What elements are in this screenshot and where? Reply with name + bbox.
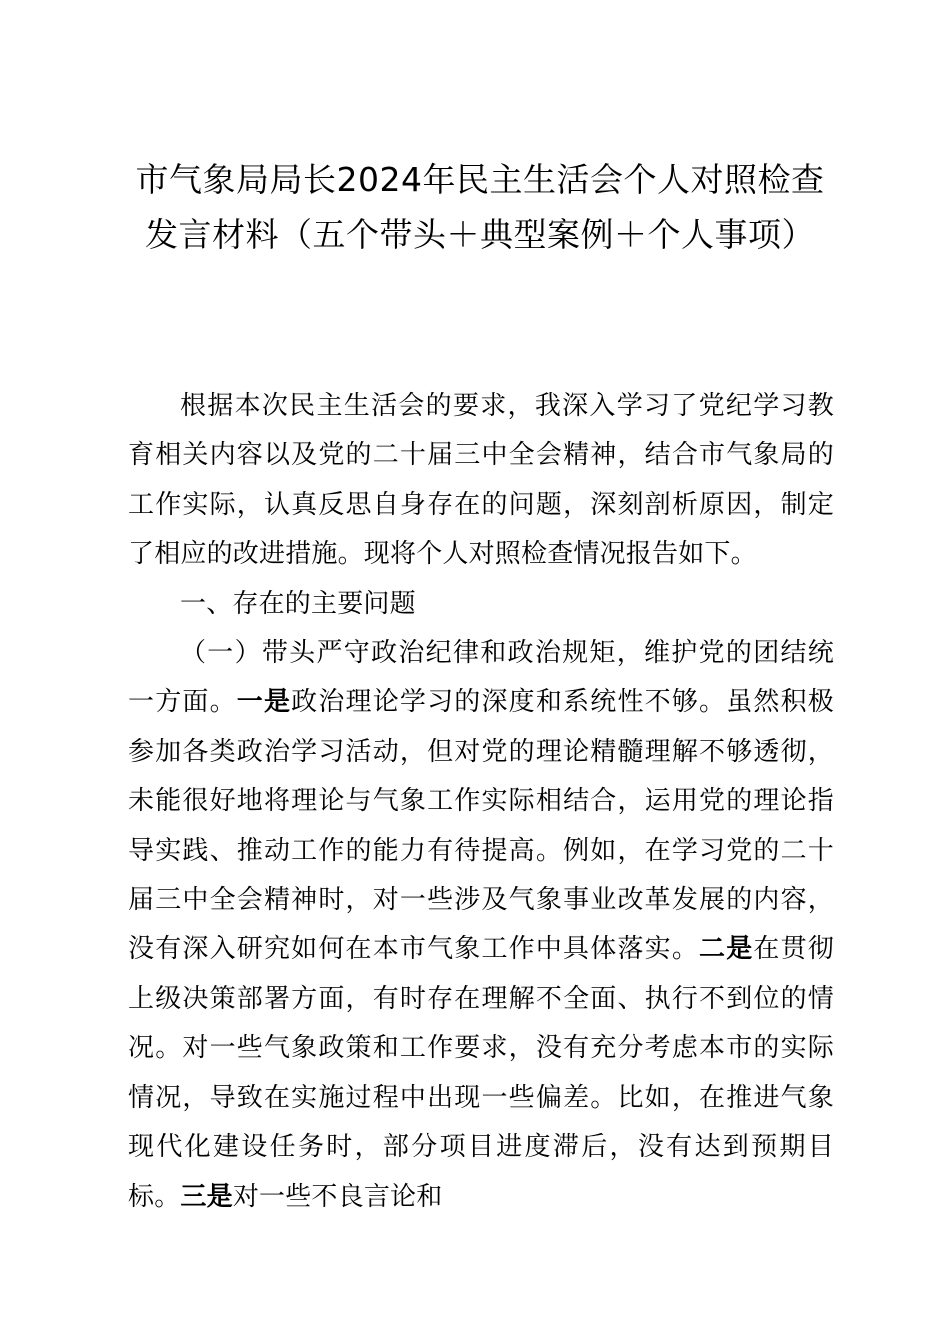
subsection-paragraph — [128, 629, 834, 1222]
point-label-2: 二是 — [699, 934, 754, 965]
point-text-1: 政治理论学习的深度和系统性不够。虽然积极参加各类政治学习活动，但对党的理论精髓理解不够透彻，未能很好地将理论与气象工作实际相结合，运用党的理论指导实践、推动工作的能力有待提高。例如，在学习党的二十届三中全会精神时，对一些涉及气象事业改革发展的内容，没有深入研究如何在本市气象工作中具体落实。 — [128, 687, 834, 965]
intro-paragraph: 根据本次民主生活会的要求，我深入学习了党纪学习教育相关内容以及党的二十届三中全会精神，结合市气象局的工作实际，认真反思自身存在的问题，深刻剖析原因，制定了相应的改进措施。现将个人对照检查情况报告如下。 — [128, 391, 834, 570]
section-heading: 一、存在的主要问题 — [180, 588, 416, 619]
document-body — [128, 382, 834, 1222]
document-title: 市气象局局长2024年民主生活会个人对照检查发言材料（五个带头＋典型案例＋个人事项） — [135, 160, 825, 254]
point-text-2: 在贯彻上级决策部署方面，有时存在理解不全面、执行不到位的情况。对一些气象政策和工作要求，没有充分考虑本市的实际情况，导致在实施过程中出现一些偏差。比如，在推进气象现代化建设任务时，部分项目进度滞后，没有达到预期目标。 — [128, 934, 835, 1212]
point-label-3: 三是 — [180, 1181, 233, 1212]
subsection-lead: （一）带头严守政治纪律和政治规矩，维护党的团结统一方面。 — [128, 638, 834, 718]
point-text-3: 对一些不良言论和 — [232, 1181, 443, 1212]
point-label-1: 一是 — [236, 687, 292, 718]
